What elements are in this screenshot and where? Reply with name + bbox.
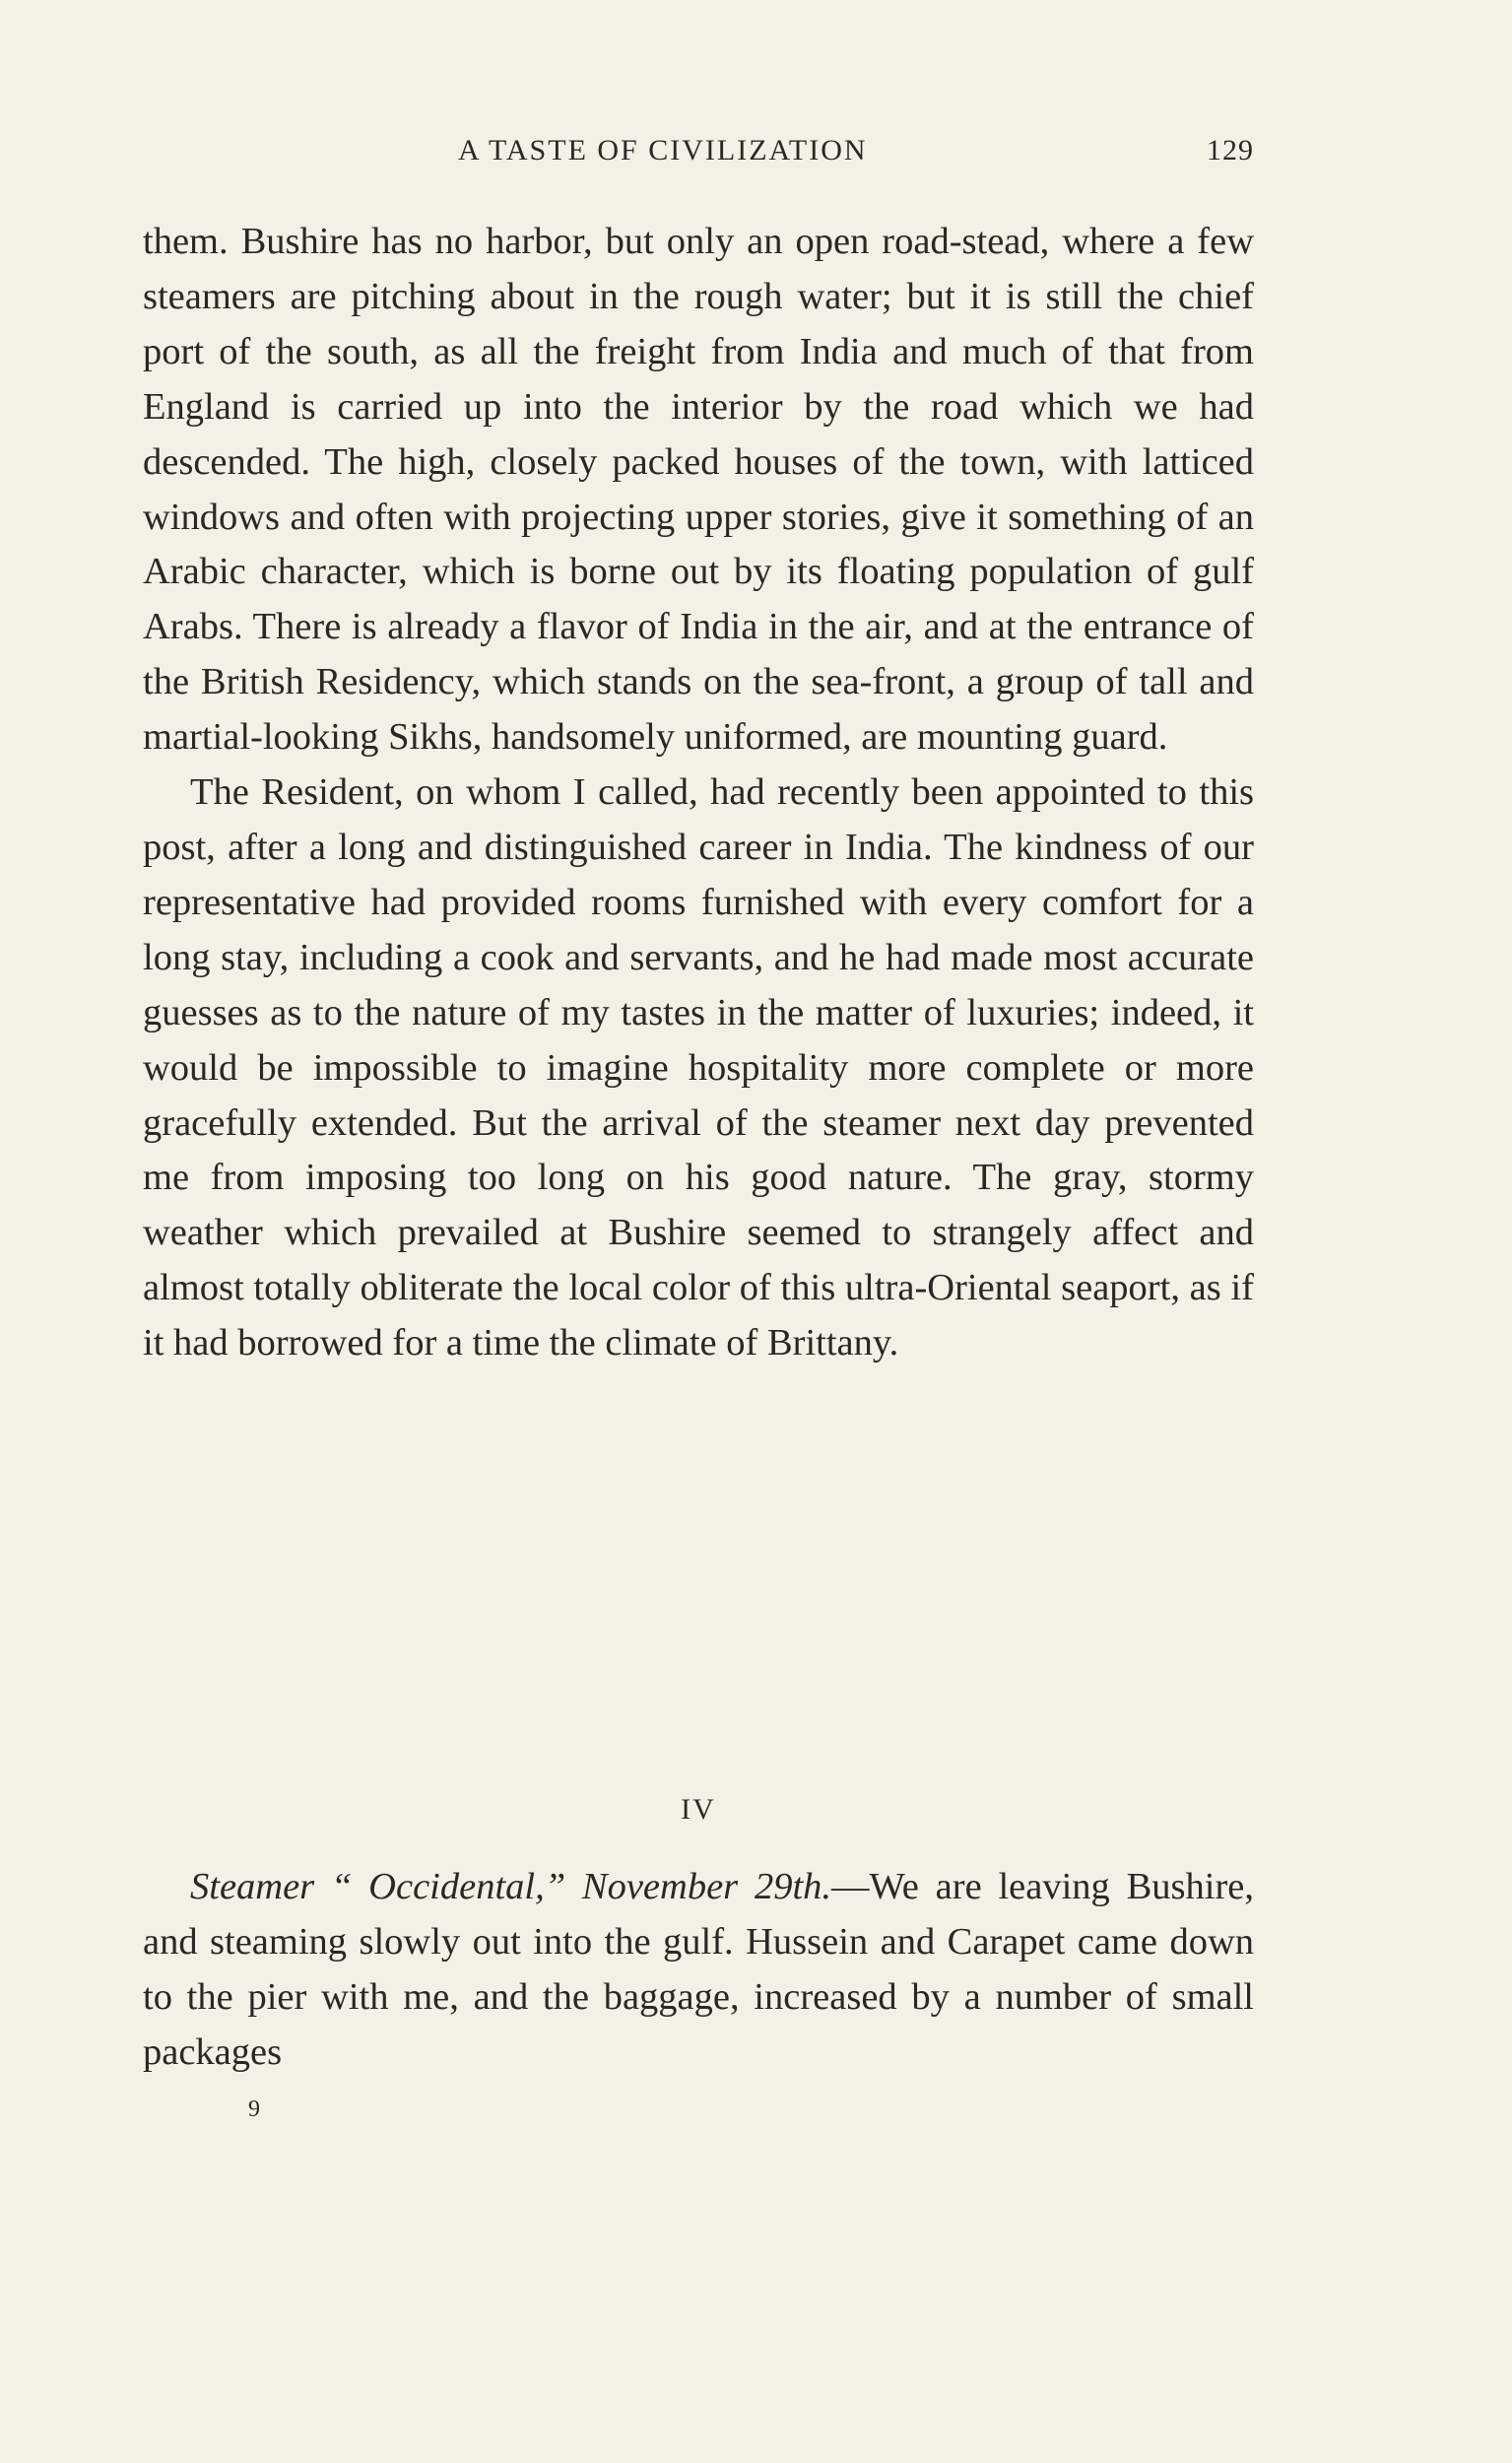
signature-mark: 9 [248, 2097, 260, 2122]
running-head [143, 134, 1254, 173]
section-paragraph [143, 1860, 1254, 2081]
entry-heading: Steamer “ Occidental,” November 29th. [190, 1866, 832, 1907]
section-numeral: IV [681, 1793, 716, 1826]
main-text [143, 215, 1254, 1371]
section-text [143, 1860, 1254, 2081]
entry-text: —We are leaving Bushire, and steaming slowly out into the gulf. Hussein and Carapet came down to the pier with me, and the baggage, increased by a number of small packages [143, 1866, 1254, 2073]
paragraph-1: them. Bushire has no harbor, but only an open road-stead, where a few steamers are pitching about in the rough water; but it is still the chief port of the south, as all the freight from India and much of that from England is carried up into the interior by the road which we had descended. The high, closely packed houses of the town, with latticed windows and often with projecting upper stories, give it something of an Arabic character, which is borne out by its floating population of gulf Arabs. There is already a flavor of India in the air, and at the entrance of the British Residency, which stands on the sea-front, a group of tall and martial-looking Sikhs, handsomely uniformed, are mounting guard. [143, 221, 1254, 759]
paragraph-2: The Resident, on whom I called, had recently been appointed to this post, after a long and distinguished career in India. The kindness of our representative had provided rooms furnished with every comfort for a long stay, including a cook and servants, and he had made most accurate guesses as to the nature of my tastes in the matter of luxuries; indeed, it would be impossible to imagine hospitality more complete or more gracefully extended. But the arrival of the steamer next day prevented me from imposing too long on his good nature. The gray, stormy weather which prevailed at Bushire seemed to strangely affect and almost totally obliterate the local color of this ultra-Oriental seaport, as if it had borrowed for a time the climate of Brittany. [143, 771, 1254, 1365]
running-title: A TASTE OF CIVILIZATION [458, 134, 868, 166]
page-number: 129 [1207, 134, 1254, 166]
